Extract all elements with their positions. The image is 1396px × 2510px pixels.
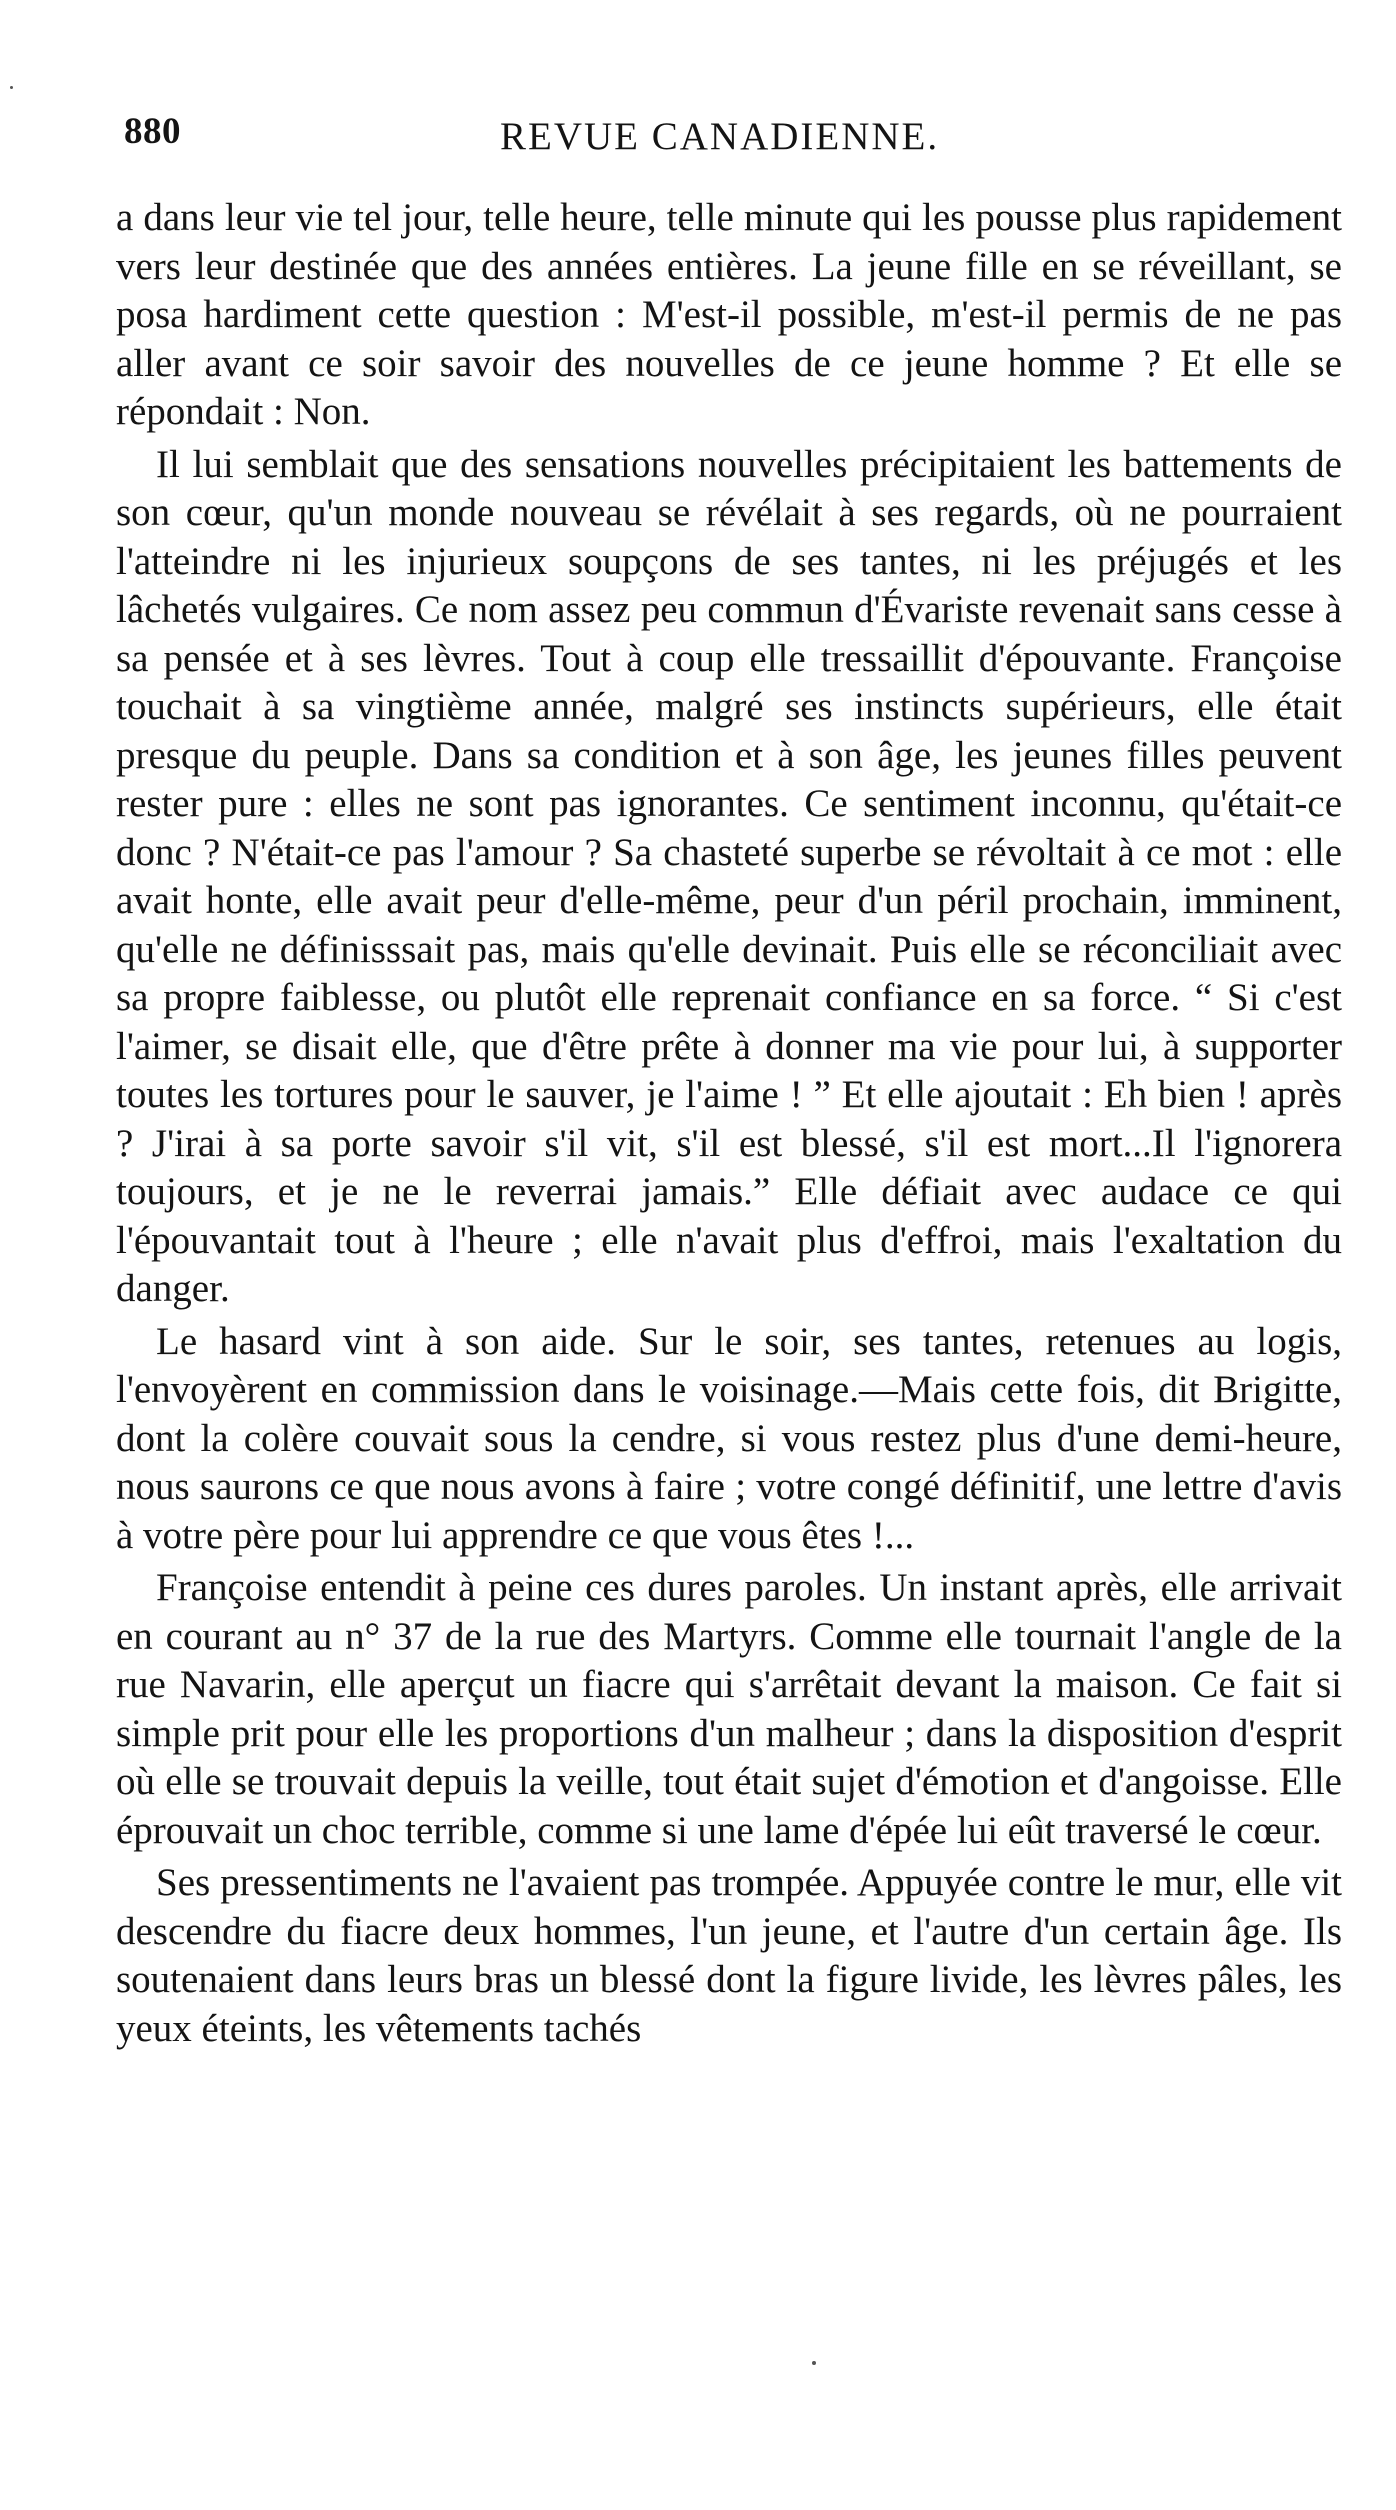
paragraph-3: Le hasard vint à son aide. Sur le soir, ses tantes, retenues au logis, l'envoyèrent en commission dans le voisinage.—Mais cette fois, dit Brigitte, dont la colère couvait sous la cendre, si vous restez plus d'une demi-heure, nous saurons ce que nous avons à faire ; votre congé définitif, une lettre d'avis à votre père pour lui apprendre ce que vous êtes !... (116, 1319, 1342, 1557)
paragraph-2: Il lui semblait que des sensations nouvelles précipitaient les battements de son cœur, qu'un monde nouveau se révélait à ses regards, où ne pourraient l'atteindre ni les injurieux soupçons de ses tantes, ni les préjugés et les lâchetés vulgaires. Ce nom assez peu commun d'Évariste revenait sans cesse à sa pensée et à ses lèvres. Tout à coup elle tressaillit d'épouvante. Françoise touchait à sa vingtième année, malgré ses instincts supérieurs, elle était presque du peuple. Dans sa condition et à son âge, les jeunes filles peuvent rester pure : elles ne sont pas ignorantes. Ce sentiment inconnu, qu'était-ce donc ? N'était-ce pas l'amour ? Sa chasteté superbe se révoltait à ce mot : elle avait honte, elle avait peur d'elle-même, peur d'un péril prochain, imminent, qu'elle ne définisssait pas, mais qu'elle devinait. Puis elle se réconciliait avec sa propre faiblesse, ou plutôt elle reprenait confiance en sa force. “ Si c'est l'aimer, se disait elle, que d'être prête à donner ma vie pour lui, à supporter toutes les tortures pour le sauver, je l'aime ! ” Et elle ajoutait : Eh bien ! après ? J'irai à sa porte savoir s'il vit, s'il est blessé, s'il est mort...Il l'ignorera toujours, et je ne le reverrai jamais.” Elle défiait avec audace ce qui l'épouvantait tout à l'heure ; elle n'avait plus d'effroi, mais l'exaltation du danger. (116, 442, 1342, 1310)
paragraph-5: Ses pressentiments ne l'avaient pas trompée. Appuyée contre le mur, elle vit descendre du fiacre deux hommes, l'un jeune, et l'autre d'un certain âge. Ils soutenaient dans leurs bras un blessé dont la figure livide, les lèvres pâles, les yeux éteints, les vêtements tachés (116, 1861, 1342, 2050)
paper-speck (10, 86, 13, 89)
paper-speck (812, 2361, 816, 2365)
paragraph-4: Françoise entendit à peine ces dures paroles. Un instant après, elle arrivait en courant au n° 37 de la rue des Martyrs. Comme elle tournait l'angle de la rue Navarin, elle aperçut un fiacre qui s'arrêtait devant la maison. Ce fait si simple prit pour elle les proportions d'un malheur ; dans la disposition d'esprit où elle se trouvait depuis la veille, tout était sujet d'émotion et d'angoisse. Elle éprouvait un choc terrible, comme si une lame d'épée lui eût traversé le cœur. (116, 1566, 1342, 1852)
page-header (124, 110, 1334, 170)
running-title: REVUE CANADIENNE. (500, 115, 940, 158)
paragraph-1: a dans leur vie tel jour, telle heure, telle minute qui les pousse plus rapidement vers leur destinée que des années entières. La jeune fille en se réveillant, se posa hardiment cette question : M'est-il possible, m'est-il permis de ne pas aller avant ce soir savoir des nouvelles de ce jeune homme ? Et elle se répondait : Non. (116, 196, 1342, 433)
body-text (116, 194, 1342, 2057)
page-number: 880 (124, 111, 181, 152)
